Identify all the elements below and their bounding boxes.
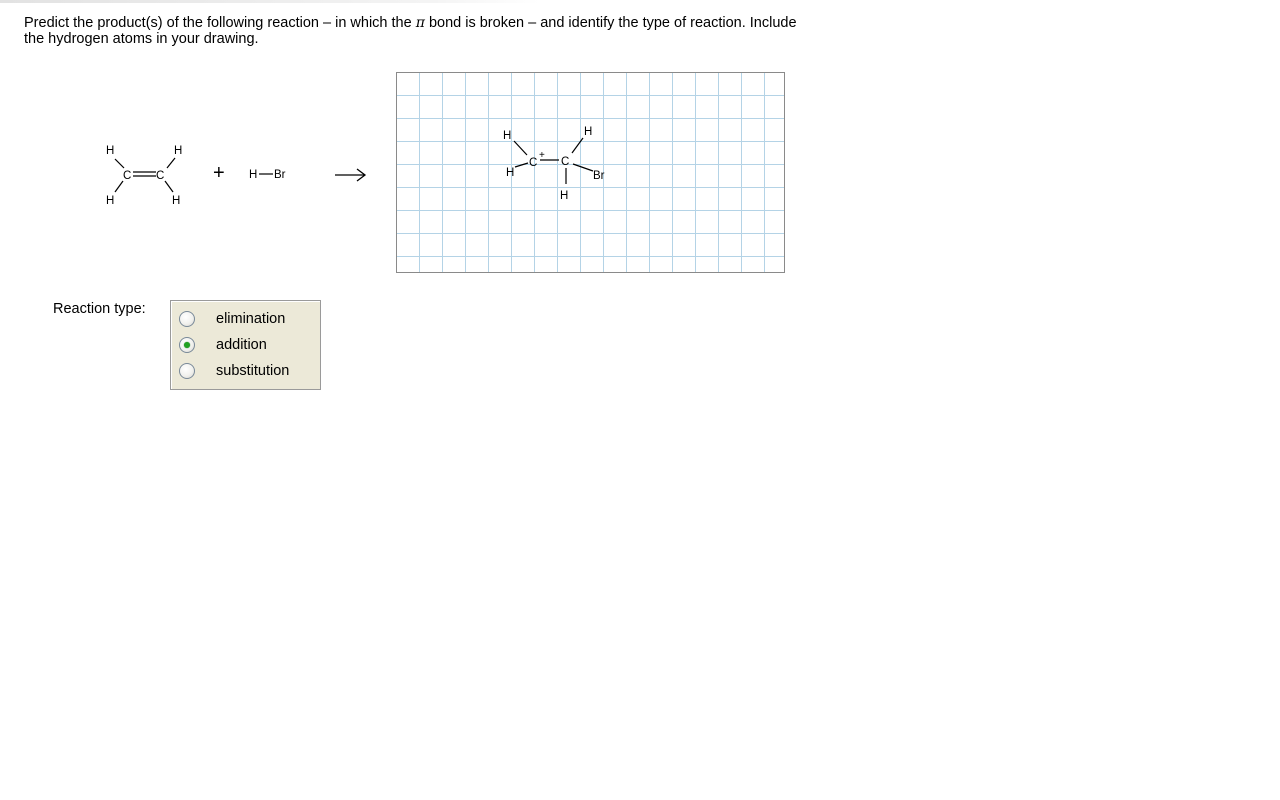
ethene-c-left: C <box>123 170 132 182</box>
ethene-structure <box>90 130 200 220</box>
product-br: Br <box>593 170 605 182</box>
product-h-left: H <box>506 167 515 179</box>
radio-elimination[interactable] <box>179 311 195 327</box>
drawing-canvas[interactable] <box>396 72 785 273</box>
question-text <box>24 15 804 47</box>
ethene-h-bottom-left: H <box>106 195 115 207</box>
hbr-h: H <box>249 169 258 181</box>
product-c2: C <box>561 156 570 168</box>
option-substitution[interactable] <box>179 360 317 382</box>
ethene-c-right: C <box>156 170 165 182</box>
pi-symbol: π <box>415 15 425 31</box>
option-addition[interactable] <box>179 334 317 356</box>
option-substitution-label: substitution <box>216 363 290 379</box>
product-bonds <box>514 138 593 184</box>
carbocation-charge: + <box>539 150 545 161</box>
product-h-top-left: H <box>503 130 512 142</box>
option-elimination[interactable] <box>179 308 317 330</box>
product-h-bottom: H <box>560 190 569 202</box>
ethene-h-bottom-right: H <box>172 195 181 207</box>
hbr-structure <box>244 164 304 184</box>
reaction-type-options <box>170 300 321 390</box>
ethene-h-top-right: H <box>174 145 183 157</box>
top-divider <box>0 0 540 3</box>
ethene-h-top-left: H <box>106 145 115 157</box>
option-elimination-label: elimination <box>216 311 286 327</box>
question-part1: Predict the product(s) of the following reaction – in which the <box>24 15 416 31</box>
radio-substitution[interactable] <box>179 363 195 379</box>
product-c1: C <box>529 157 538 169</box>
option-addition-label: addition <box>216 337 267 353</box>
radio-addition[interactable] <box>179 337 195 353</box>
plus-sign: + <box>213 162 225 184</box>
reaction-arrow-icon <box>333 165 369 185</box>
reaction-type-label: Reaction type: <box>53 301 146 317</box>
hbr-br: Br <box>274 169 286 181</box>
product-h-top-right: H <box>584 126 593 138</box>
question-part2: bond is broken – and identify the type of reaction. Include the hydrogen atoms in your drawing. <box>24 15 797 47</box>
product-structure <box>397 73 784 272</box>
